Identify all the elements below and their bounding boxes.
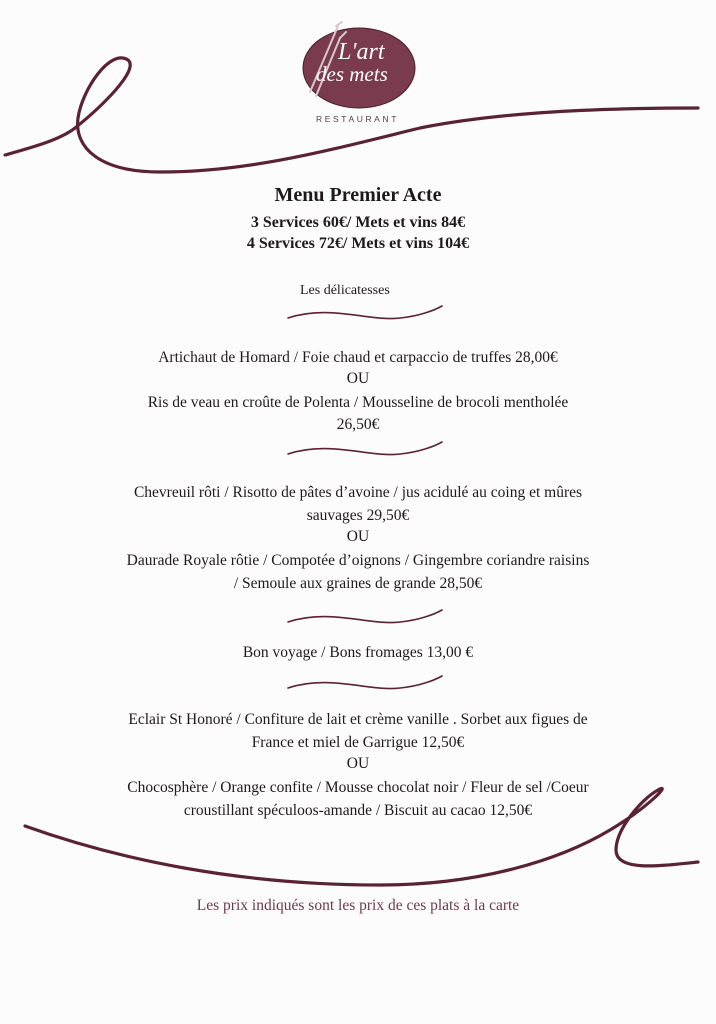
starter-option-1: Artichaut de Homard / Foie chaud et carpaccio de truffes 28,00€ (158, 349, 558, 366)
footer-note: Les prix indiqués sont les prix de ces plats à la carte (196, 897, 520, 914)
section-label: Les délicatesses (300, 283, 390, 298)
divider-wave-4 (288, 676, 442, 689)
price-line-4-services: 4 Services 72€/ Mets et vins 104€ (246, 235, 470, 252)
separator-ou: OU (346, 528, 370, 545)
starter-option-2-line1: Ris de veau en croûte de Polenta / Mousseline de brocoli mentholée (147, 394, 569, 411)
price-line-3-services: 3 Services 60€/ Mets et vins 84€ (250, 214, 466, 231)
divider-wave-2 (288, 442, 442, 455)
separator-ou: OU (346, 755, 370, 772)
logo-wordmark-line2: des mets (316, 62, 388, 86)
main-option-2-line1: Daurade Royale rôtie / Compotée d’oignons / Gingembre coriandre raisins (126, 552, 590, 569)
divider-wave-3 (288, 610, 442, 623)
separator-ou: OU (346, 370, 370, 387)
logo-tagline: RESTAURANT (316, 114, 399, 124)
logo-wordmark-line1: L'art (338, 39, 385, 65)
main-option-2-line2: / Semoule aux graines de grande 28,50€ (233, 575, 483, 592)
divider-wave-1 (288, 306, 442, 319)
dessert-option-1-line1: Eclair St Honoré / Confiture de lait et crème vanille . Sorbet aux figues de (128, 711, 588, 728)
starter-option-2-line2: 26,50€ (336, 416, 380, 433)
dessert-option-1-line2: France et miel de Garrigue 12,50€ (251, 734, 465, 751)
cheese-course: Bon voyage / Bons fromages 13,00 € (242, 644, 474, 661)
dessert-option-2-line2: croustillant spéculoos-amande / Biscuit au cacao 12,50€ (183, 802, 533, 819)
dessert-option-2-line1: Chocosphère / Orange confite / Mousse chocolat noir / Fleur de sel /Coeur (127, 779, 589, 796)
main-option-1-line2: sauvages 29,50€ (306, 507, 410, 524)
menu-title: Menu Premier Acte (274, 184, 442, 206)
main-option-1-line1: Chevreuil rôti / Risotto de pâtes d’avoine / jus acidulé au coing et mûres (133, 484, 583, 501)
